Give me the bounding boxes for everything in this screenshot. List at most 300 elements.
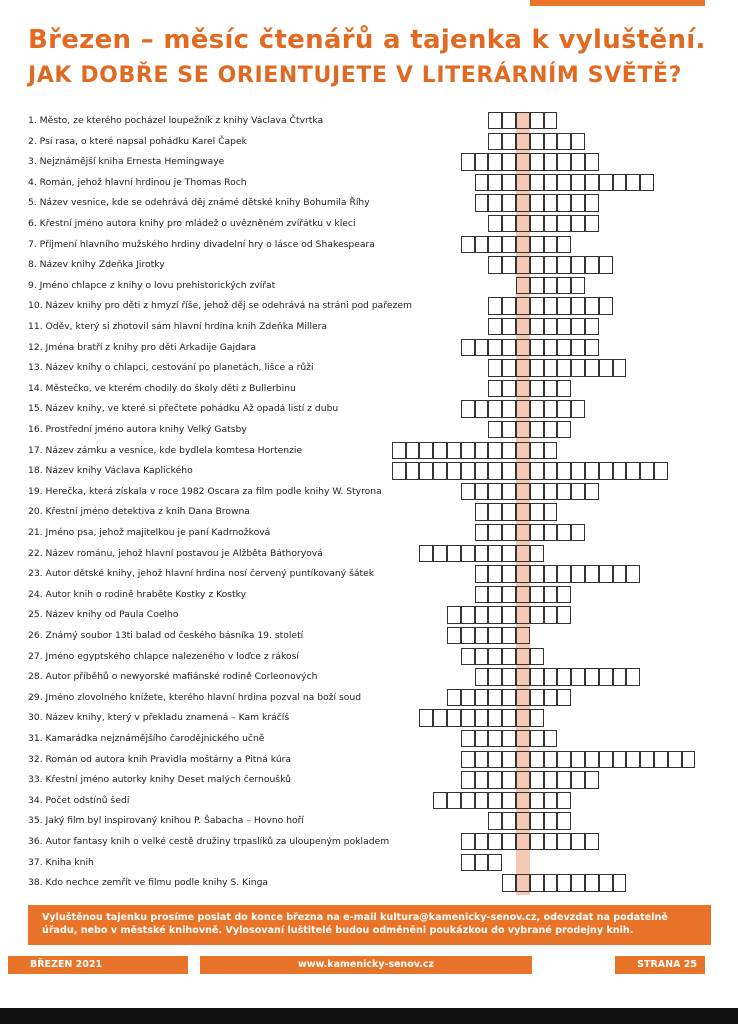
grid-cell[interactable] xyxy=(571,277,585,294)
grid-cell[interactable] xyxy=(461,236,475,253)
grid-cell[interactable] xyxy=(502,256,516,273)
grid-cell[interactable] xyxy=(488,174,502,191)
grid-cell[interactable] xyxy=(557,297,571,314)
grid-cell[interactable] xyxy=(488,400,502,417)
grid-cell[interactable] xyxy=(475,648,489,665)
grid-cell[interactable] xyxy=(461,648,475,665)
grid-cell[interactable] xyxy=(461,854,475,871)
grid-cell[interactable] xyxy=(475,586,489,603)
grid-cell[interactable] xyxy=(488,112,502,129)
grid-cell[interactable] xyxy=(544,359,558,376)
grid-cell[interactable] xyxy=(502,133,516,150)
grid-cell[interactable] xyxy=(557,606,571,623)
grid-cell[interactable] xyxy=(640,462,654,479)
grid-cell[interactable] xyxy=(475,730,489,747)
grid-cell[interactable] xyxy=(571,771,585,788)
grid-cell[interactable] xyxy=(530,545,544,562)
grid-cell[interactable] xyxy=(585,359,599,376)
grid-cell[interactable] xyxy=(475,236,489,253)
grid-cell[interactable] xyxy=(530,359,544,376)
grid-cell[interactable] xyxy=(585,874,599,891)
grid-cell[interactable] xyxy=(585,215,599,232)
grid-cell[interactable] xyxy=(557,751,571,768)
grid-cell[interactable] xyxy=(475,545,489,562)
grid-cell[interactable] xyxy=(447,545,461,562)
grid-cell[interactable] xyxy=(571,524,585,541)
grid-cell[interactable] xyxy=(557,421,571,438)
grid-cell[interactable] xyxy=(530,524,544,541)
grid-cell[interactable] xyxy=(502,874,516,891)
grid-cell[interactable] xyxy=(488,524,502,541)
grid-cell[interactable] xyxy=(502,174,516,191)
grid-cell[interactable] xyxy=(530,648,544,665)
grid-cell[interactable] xyxy=(461,442,475,459)
grid-cell[interactable] xyxy=(461,771,475,788)
grid-cell[interactable] xyxy=(571,318,585,335)
grid-cell[interactable] xyxy=(571,359,585,376)
grid-cell[interactable] xyxy=(544,318,558,335)
grid-cell[interactable] xyxy=(530,709,544,726)
grid-cell[interactable] xyxy=(488,215,502,232)
grid-cell[interactable] xyxy=(544,606,558,623)
grid-cell[interactable] xyxy=(530,112,544,129)
grid-cell[interactable] xyxy=(557,236,571,253)
grid-cell[interactable] xyxy=(502,215,516,232)
grid-cell[interactable] xyxy=(599,462,613,479)
grid-cell[interactable] xyxy=(530,153,544,170)
grid-cell[interactable] xyxy=(585,751,599,768)
grid-cell[interactable] xyxy=(557,565,571,582)
grid-cell[interactable] xyxy=(502,771,516,788)
grid-cell[interactable] xyxy=(613,751,627,768)
grid-cell[interactable] xyxy=(447,462,461,479)
grid-cell[interactable] xyxy=(571,256,585,273)
grid-cell[interactable] xyxy=(502,833,516,850)
grid-cell[interactable] xyxy=(585,771,599,788)
grid-cell[interactable] xyxy=(626,174,640,191)
grid-cell[interactable] xyxy=(585,318,599,335)
grid-cell[interactable] xyxy=(488,565,502,582)
grid-cell[interactable] xyxy=(557,380,571,397)
grid-cell[interactable] xyxy=(571,153,585,170)
grid-cell[interactable] xyxy=(557,483,571,500)
grid-cell[interactable] xyxy=(626,751,640,768)
grid-cell[interactable] xyxy=(419,709,433,726)
grid-cell[interactable] xyxy=(557,668,571,685)
grid-cell[interactable] xyxy=(585,194,599,211)
grid-cell[interactable] xyxy=(461,545,475,562)
grid-cell[interactable] xyxy=(530,194,544,211)
grid-cell[interactable] xyxy=(502,627,516,644)
grid-cell[interactable] xyxy=(502,586,516,603)
grid-cell[interactable] xyxy=(461,339,475,356)
grid-cell[interactable] xyxy=(502,153,516,170)
grid-cell[interactable] xyxy=(571,339,585,356)
grid-cell[interactable] xyxy=(557,133,571,150)
grid-cell[interactable] xyxy=(419,462,433,479)
grid-cell[interactable] xyxy=(475,524,489,541)
grid-cell[interactable] xyxy=(557,812,571,829)
grid-cell[interactable] xyxy=(626,565,640,582)
grid-cell[interactable] xyxy=(557,153,571,170)
grid-cell[interactable] xyxy=(530,606,544,623)
grid-cell[interactable] xyxy=(502,462,516,479)
grid-cell[interactable] xyxy=(392,442,406,459)
grid-cell[interactable] xyxy=(488,792,502,809)
grid-cell[interactable] xyxy=(544,874,558,891)
grid-cell[interactable] xyxy=(557,215,571,232)
grid-cell[interactable] xyxy=(461,792,475,809)
grid-cell[interactable] xyxy=(530,730,544,747)
grid-cell[interactable] xyxy=(544,236,558,253)
grid-cell[interactable] xyxy=(461,709,475,726)
grid-cell[interactable] xyxy=(682,751,696,768)
grid-cell[interactable] xyxy=(571,751,585,768)
grid-cell[interactable] xyxy=(475,751,489,768)
grid-cell[interactable] xyxy=(502,648,516,665)
grid-cell[interactable] xyxy=(502,730,516,747)
grid-cell[interactable] xyxy=(475,483,489,500)
grid-cell[interactable] xyxy=(488,318,502,335)
grid-cell[interactable] xyxy=(488,421,502,438)
grid-cell[interactable] xyxy=(488,256,502,273)
grid-cell[interactable] xyxy=(544,792,558,809)
grid-cell[interactable] xyxy=(530,421,544,438)
grid-cell[interactable] xyxy=(530,586,544,603)
grid-cell[interactable] xyxy=(544,503,558,520)
grid-cell[interactable] xyxy=(502,709,516,726)
grid-cell[interactable] xyxy=(488,462,502,479)
grid-cell[interactable] xyxy=(392,462,406,479)
grid-cell[interactable] xyxy=(530,297,544,314)
grid-cell[interactable] xyxy=(585,565,599,582)
grid-cell[interactable] xyxy=(502,236,516,253)
grid-cell[interactable] xyxy=(488,833,502,850)
grid-cell[interactable] xyxy=(475,833,489,850)
grid-cell[interactable] xyxy=(530,565,544,582)
grid-cell[interactable] xyxy=(613,874,627,891)
grid-cell[interactable] xyxy=(502,524,516,541)
grid-cell[interactable] xyxy=(461,833,475,850)
grid-cell[interactable] xyxy=(571,215,585,232)
grid-cell[interactable] xyxy=(585,339,599,356)
grid-cell[interactable] xyxy=(557,256,571,273)
grid-cell[interactable] xyxy=(502,545,516,562)
grid-cell[interactable] xyxy=(668,751,682,768)
grid-cell[interactable] xyxy=(502,565,516,582)
grid-cell[interactable] xyxy=(530,174,544,191)
grid-cell[interactable] xyxy=(419,545,433,562)
grid-cell[interactable] xyxy=(557,833,571,850)
grid-cell[interactable] xyxy=(488,606,502,623)
grid-cell[interactable] xyxy=(475,503,489,520)
grid-cell[interactable] xyxy=(557,874,571,891)
grid-cell[interactable] xyxy=(475,689,489,706)
grid-cell[interactable] xyxy=(488,359,502,376)
grid-cell[interactable] xyxy=(433,709,447,726)
grid-cell[interactable] xyxy=(419,442,433,459)
grid-cell[interactable] xyxy=(488,771,502,788)
grid-cell[interactable] xyxy=(626,462,640,479)
grid-cell[interactable] xyxy=(544,689,558,706)
grid-cell[interactable] xyxy=(530,400,544,417)
grid-cell[interactable] xyxy=(488,812,502,829)
grid-cell[interactable] xyxy=(544,730,558,747)
grid-cell[interactable] xyxy=(488,648,502,665)
grid-cell[interactable] xyxy=(447,709,461,726)
grid-cell[interactable] xyxy=(571,874,585,891)
grid-cell[interactable] xyxy=(502,689,516,706)
grid-cell[interactable] xyxy=(585,297,599,314)
grid-cell[interactable] xyxy=(530,792,544,809)
grid-cell[interactable] xyxy=(544,565,558,582)
grid-cell[interactable] xyxy=(557,400,571,417)
grid-cell[interactable] xyxy=(544,112,558,129)
grid-cell[interactable] xyxy=(530,668,544,685)
grid-cell[interactable] xyxy=(544,380,558,397)
grid-cell[interactable] xyxy=(475,442,489,459)
grid-cell[interactable] xyxy=(406,442,420,459)
grid-cell[interactable] xyxy=(585,833,599,850)
grid-cell[interactable] xyxy=(530,503,544,520)
grid-cell[interactable] xyxy=(488,730,502,747)
grid-cell[interactable] xyxy=(461,627,475,644)
grid-cell[interactable] xyxy=(544,771,558,788)
grid-cell[interactable] xyxy=(557,586,571,603)
grid-cell[interactable] xyxy=(585,483,599,500)
grid-cell[interactable] xyxy=(557,194,571,211)
grid-cell[interactable] xyxy=(475,565,489,582)
grid-cell[interactable] xyxy=(544,751,558,768)
grid-cell[interactable] xyxy=(557,339,571,356)
grid-cell[interactable] xyxy=(488,380,502,397)
grid-cell[interactable] xyxy=(571,133,585,150)
grid-cell[interactable] xyxy=(475,709,489,726)
grid-cell[interactable] xyxy=(461,153,475,170)
grid-cell[interactable] xyxy=(488,442,502,459)
grid-cell[interactable] xyxy=(488,503,502,520)
grid-cell[interactable] xyxy=(406,462,420,479)
grid-cell[interactable] xyxy=(530,339,544,356)
grid-cell[interactable] xyxy=(475,339,489,356)
grid-cell[interactable] xyxy=(585,462,599,479)
grid-cell[interactable] xyxy=(433,442,447,459)
grid-cell[interactable] xyxy=(461,483,475,500)
grid-cell[interactable] xyxy=(488,153,502,170)
grid-cell[interactable] xyxy=(571,565,585,582)
grid-cell[interactable] xyxy=(571,483,585,500)
grid-cell[interactable] xyxy=(544,256,558,273)
grid-cell[interactable] xyxy=(585,174,599,191)
grid-cell[interactable] xyxy=(530,318,544,335)
grid-cell[interactable] xyxy=(530,833,544,850)
grid-cell[interactable] xyxy=(571,194,585,211)
grid-cell[interactable] xyxy=(447,442,461,459)
grid-cell[interactable] xyxy=(544,133,558,150)
grid-cell[interactable] xyxy=(502,339,516,356)
grid-cell[interactable] xyxy=(488,709,502,726)
grid-cell[interactable] xyxy=(530,236,544,253)
grid-cell[interactable] xyxy=(488,483,502,500)
grid-cell[interactable] xyxy=(599,359,613,376)
grid-cell[interactable] xyxy=(599,256,613,273)
grid-cell[interactable] xyxy=(502,421,516,438)
grid-cell[interactable] xyxy=(640,751,654,768)
grid-cell[interactable] xyxy=(475,400,489,417)
grid-cell[interactable] xyxy=(613,668,627,685)
grid-cell[interactable] xyxy=(544,833,558,850)
grid-cell[interactable] xyxy=(530,771,544,788)
grid-cell[interactable] xyxy=(544,174,558,191)
grid-cell[interactable] xyxy=(557,359,571,376)
grid-cell[interactable] xyxy=(502,751,516,768)
grid-cell[interactable] xyxy=(447,627,461,644)
grid-cell[interactable] xyxy=(530,689,544,706)
grid-cell[interactable] xyxy=(530,462,544,479)
grid-cell[interactable] xyxy=(571,833,585,850)
grid-cell[interactable] xyxy=(544,483,558,500)
grid-cell[interactable] xyxy=(544,339,558,356)
grid-cell[interactable] xyxy=(488,668,502,685)
grid-cell[interactable] xyxy=(475,792,489,809)
grid-cell[interactable] xyxy=(502,812,516,829)
grid-cell[interactable] xyxy=(544,153,558,170)
grid-cell[interactable] xyxy=(502,668,516,685)
grid-cell[interactable] xyxy=(530,483,544,500)
grid-cell[interactable] xyxy=(557,792,571,809)
grid-cell[interactable] xyxy=(544,400,558,417)
grid-cell[interactable] xyxy=(530,751,544,768)
grid-cell[interactable] xyxy=(502,400,516,417)
grid-cell[interactable] xyxy=(585,256,599,273)
grid-cell[interactable] xyxy=(530,215,544,232)
grid-cell[interactable] xyxy=(530,133,544,150)
grid-cell[interactable] xyxy=(613,174,627,191)
grid-cell[interactable] xyxy=(544,462,558,479)
grid-cell[interactable] xyxy=(571,400,585,417)
grid-cell[interactable] xyxy=(557,689,571,706)
grid-cell[interactable] xyxy=(544,668,558,685)
grid-cell[interactable] xyxy=(557,771,571,788)
grid-cell[interactable] xyxy=(571,297,585,314)
grid-cell[interactable] xyxy=(488,545,502,562)
grid-cell[interactable] xyxy=(502,297,516,314)
grid-cell[interactable] xyxy=(488,194,502,211)
grid-cell[interactable] xyxy=(502,503,516,520)
grid-cell[interactable] xyxy=(599,174,613,191)
grid-cell[interactable] xyxy=(599,668,613,685)
grid-cell[interactable] xyxy=(599,751,613,768)
grid-cell[interactable] xyxy=(613,565,627,582)
grid-cell[interactable] xyxy=(475,854,489,871)
grid-cell[interactable] xyxy=(557,277,571,294)
grid-cell[interactable] xyxy=(433,545,447,562)
grid-cell[interactable] xyxy=(599,874,613,891)
grid-cell[interactable] xyxy=(530,277,544,294)
grid-cell[interactable] xyxy=(571,174,585,191)
grid-cell[interactable] xyxy=(475,627,489,644)
grid-cell[interactable] xyxy=(544,442,558,459)
grid-cell[interactable] xyxy=(530,874,544,891)
grid-cell[interactable] xyxy=(433,792,447,809)
grid-cell[interactable] xyxy=(475,194,489,211)
grid-cell[interactable] xyxy=(544,215,558,232)
grid-cell[interactable] xyxy=(488,751,502,768)
grid-cell[interactable] xyxy=(461,689,475,706)
grid-cell[interactable] xyxy=(640,174,654,191)
grid-cell[interactable] xyxy=(475,462,489,479)
grid-cell[interactable] xyxy=(475,771,489,788)
grid-cell[interactable] xyxy=(557,174,571,191)
grid-cell[interactable] xyxy=(502,359,516,376)
grid-cell[interactable] xyxy=(488,339,502,356)
grid-cell[interactable] xyxy=(502,318,516,335)
grid-cell[interactable] xyxy=(557,462,571,479)
grid-cell[interactable] xyxy=(585,668,599,685)
grid-cell[interactable] xyxy=(530,442,544,459)
grid-cell[interactable] xyxy=(447,792,461,809)
grid-cell[interactable] xyxy=(613,359,627,376)
grid-cell[interactable] xyxy=(613,462,627,479)
grid-cell[interactable] xyxy=(599,565,613,582)
grid-cell[interactable] xyxy=(461,606,475,623)
grid-cell[interactable] xyxy=(585,153,599,170)
grid-cell[interactable] xyxy=(433,462,447,479)
grid-cell[interactable] xyxy=(461,462,475,479)
grid-cell[interactable] xyxy=(557,318,571,335)
grid-cell[interactable] xyxy=(461,730,475,747)
grid-cell[interactable] xyxy=(544,524,558,541)
grid-cell[interactable] xyxy=(447,689,461,706)
grid-cell[interactable] xyxy=(488,133,502,150)
grid-cell[interactable] xyxy=(488,236,502,253)
grid-cell[interactable] xyxy=(461,751,475,768)
grid-cell[interactable] xyxy=(475,153,489,170)
grid-cell[interactable] xyxy=(544,277,558,294)
grid-cell[interactable] xyxy=(475,606,489,623)
grid-cell[interactable] xyxy=(571,462,585,479)
grid-cell[interactable] xyxy=(571,668,585,685)
grid-cell[interactable] xyxy=(544,194,558,211)
grid-cell[interactable] xyxy=(599,297,613,314)
grid-cell[interactable] xyxy=(488,689,502,706)
grid-cell[interactable] xyxy=(488,627,502,644)
grid-cell[interactable] xyxy=(544,586,558,603)
grid-cell[interactable] xyxy=(488,854,502,871)
grid-cell[interactable] xyxy=(475,668,489,685)
grid-cell[interactable] xyxy=(530,812,544,829)
grid-cell[interactable] xyxy=(544,812,558,829)
grid-cell[interactable] xyxy=(488,586,502,603)
grid-cell[interactable] xyxy=(544,297,558,314)
grid-cell[interactable] xyxy=(447,606,461,623)
grid-cell[interactable] xyxy=(502,194,516,211)
grid-cell[interactable] xyxy=(626,668,640,685)
grid-cell[interactable] xyxy=(654,462,668,479)
grid-cell[interactable] xyxy=(488,297,502,314)
grid-cell[interactable] xyxy=(530,380,544,397)
grid-cell[interactable] xyxy=(654,751,668,768)
grid-cell[interactable] xyxy=(502,606,516,623)
grid-cell[interactable] xyxy=(502,380,516,397)
grid-cell[interactable] xyxy=(557,524,571,541)
grid-cell[interactable] xyxy=(502,112,516,129)
grid-cell[interactable] xyxy=(502,792,516,809)
grid-cell[interactable] xyxy=(530,256,544,273)
grid-cell[interactable] xyxy=(475,174,489,191)
grid-cell[interactable] xyxy=(502,442,516,459)
grid-cell[interactable] xyxy=(502,483,516,500)
